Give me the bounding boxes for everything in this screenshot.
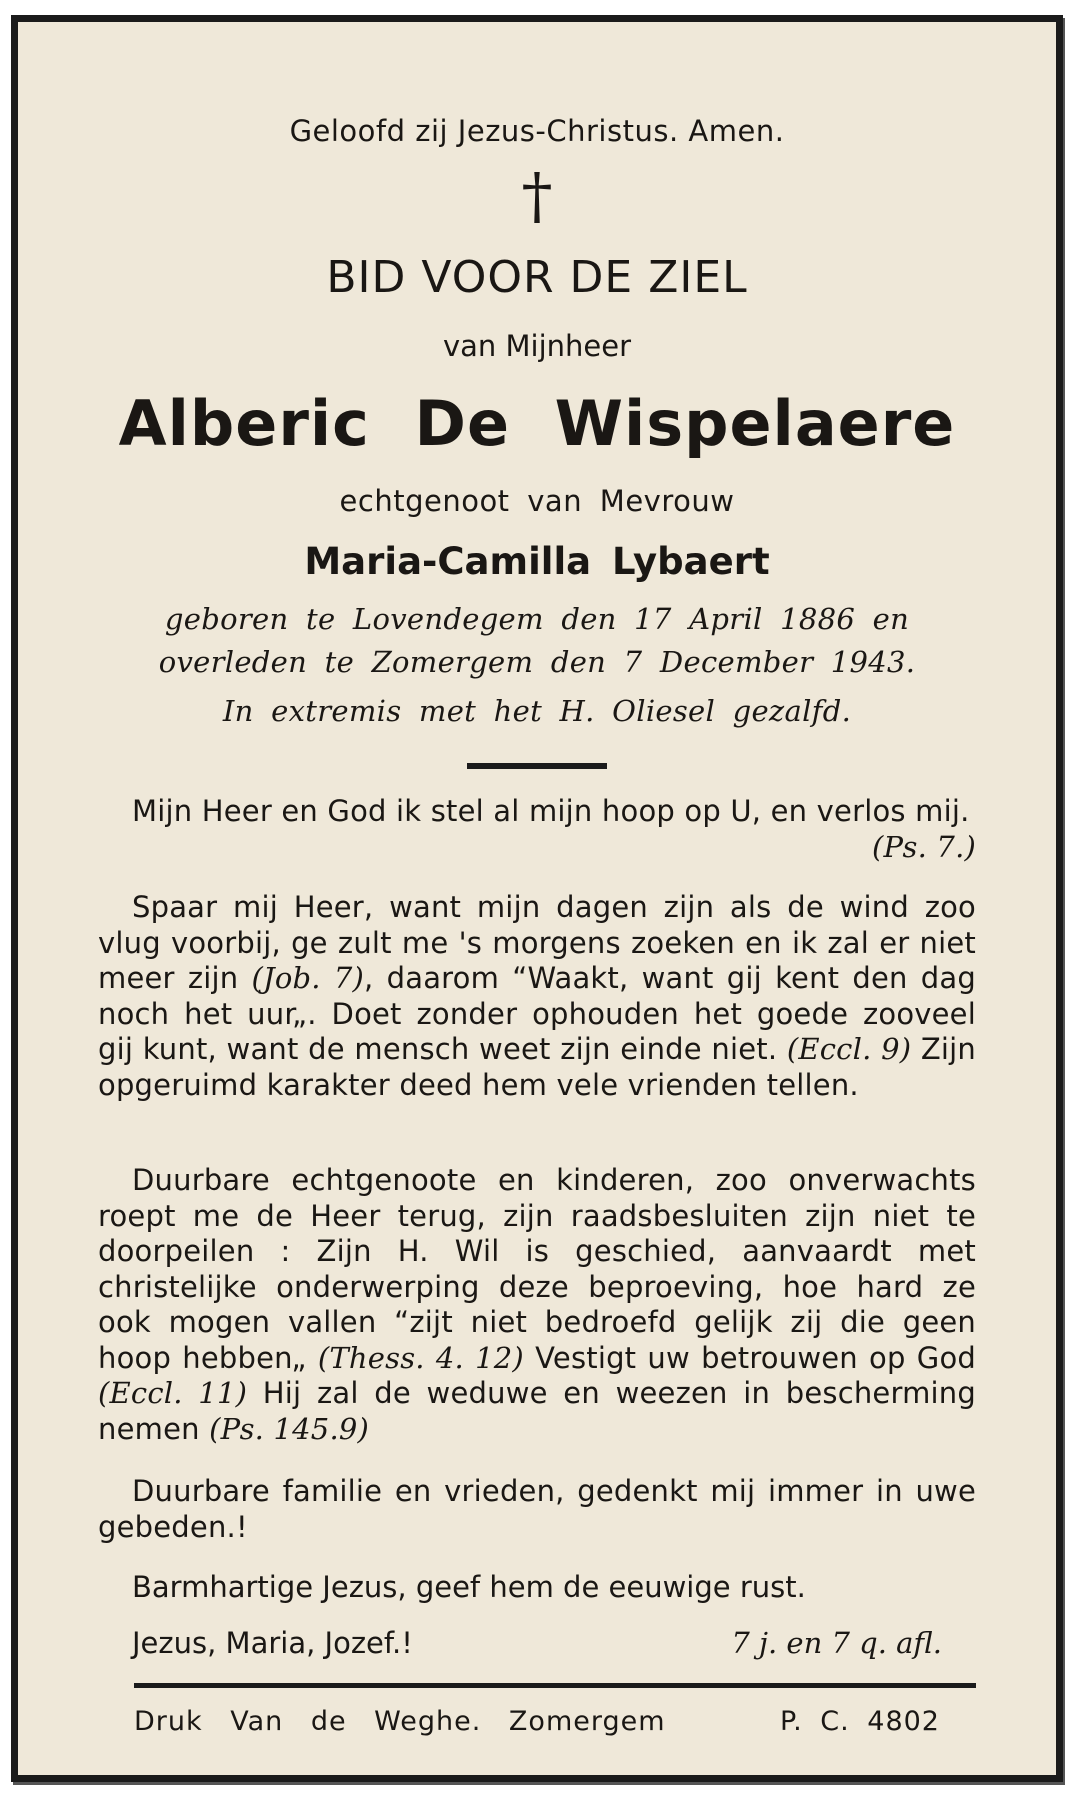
prefix: van Mijnheer xyxy=(442,329,632,363)
closing-invocation: Jezus, Maria, Jozef.! xyxy=(132,1626,413,1660)
eternal-rest-prayer: Barmhartige Jezus, geef hem de eeuwige rust. xyxy=(132,1570,806,1604)
postal-code: P. C. 4802 xyxy=(780,1706,940,1737)
paragraph-3-ref-2: (Eccl. 11) xyxy=(98,1376,248,1410)
paragraph-2-text-a: Spaar mij Heer, want mijn dagen zijn als de wind zoo vlug voorbij, ge zult me 's morgens zoeken en ik zal er niet meer zijn xyxy=(98,890,976,995)
paragraph-1-text: Mijn Heer en God ik stel al mijn hoop op U, en verlos mij. xyxy=(132,794,970,828)
heading: BID VOOR DE ZIEL xyxy=(326,252,748,303)
paragraph-4 xyxy=(98,1474,976,1545)
cross-icon: † xyxy=(521,159,553,232)
memorial-card xyxy=(11,15,1063,1782)
paragraph-2-ref-1: (Job. 7) xyxy=(251,961,365,995)
paragraph-1 xyxy=(98,794,976,865)
card-content xyxy=(98,22,976,1775)
paragraph-2-text-b: , daarom “Waakt, want gij kent den dag noch het uur„. Doet zonder ophouden het goede zooveel gij kunt, want de mensch weet zijn einde niet. xyxy=(98,961,976,1066)
spouse-name: Maria-Camilla Lybaert xyxy=(304,540,770,583)
invocation: Geloofd zij Jezus-Christus. Amen. xyxy=(289,114,785,148)
paragraph-2-text-c: Zijn opgeruimd karakter deed hem vele vrienden tellen. xyxy=(98,1032,976,1102)
paragraph-3-text-a: Duurbare echtgenoote en kinderen, zoo onverwachts roept me de Heer terug, zijn raadsbesluiten zijn niet te doorpeilen : Zijn H. Wil is geschied, aanvaardt met christelijke onderwerping deze beproeving, hoe hard ze ook mogen vallen “zijt niet bedroefd gelijk zij die geen hoop hebben„ xyxy=(98,1163,976,1375)
divider-short xyxy=(467,763,607,769)
indulgence-note: 7 j. en 7 q. afl. xyxy=(731,1626,942,1660)
deceased-name: Alberic De Wispelaere xyxy=(118,387,956,460)
printer-imprint: Druk Van de Weghe. Zomergem xyxy=(134,1706,666,1737)
birth-line: geboren te Lovendegem den 17 April 1886 en xyxy=(164,602,910,636)
spouse-intro: echtgenoot van Mevrouw xyxy=(339,484,735,518)
paragraph-3-ref-1: (Thess. 4. 12) xyxy=(317,1340,524,1375)
divider-long xyxy=(134,1683,976,1688)
paragraph-4-text: Duurbare familie en vrieden, gedenkt mij immer in uwe gebeden.! xyxy=(98,1474,976,1544)
death-line: overleden te Zomergem den 7 December 1943. xyxy=(158,645,916,679)
paragraph-3-ref-3: (Ps. 145.9) xyxy=(209,1411,370,1446)
paragraph-2-ref-2: (Eccl. 9) xyxy=(786,1032,912,1066)
paragraph-3-text-c: Hij zal de weduwe en weezen in bescherming nemen xyxy=(98,1376,976,1446)
paragraph-3-text-b: Vestigt uw betrouwen op God xyxy=(523,1340,976,1375)
paragraph-3 xyxy=(98,1163,976,1447)
paragraph-1-ref: (Ps. 7.) xyxy=(872,829,976,864)
paragraph-2 xyxy=(98,890,976,1103)
rite-line: In extremis met het H. Oliesel gezalfd. xyxy=(222,694,852,728)
